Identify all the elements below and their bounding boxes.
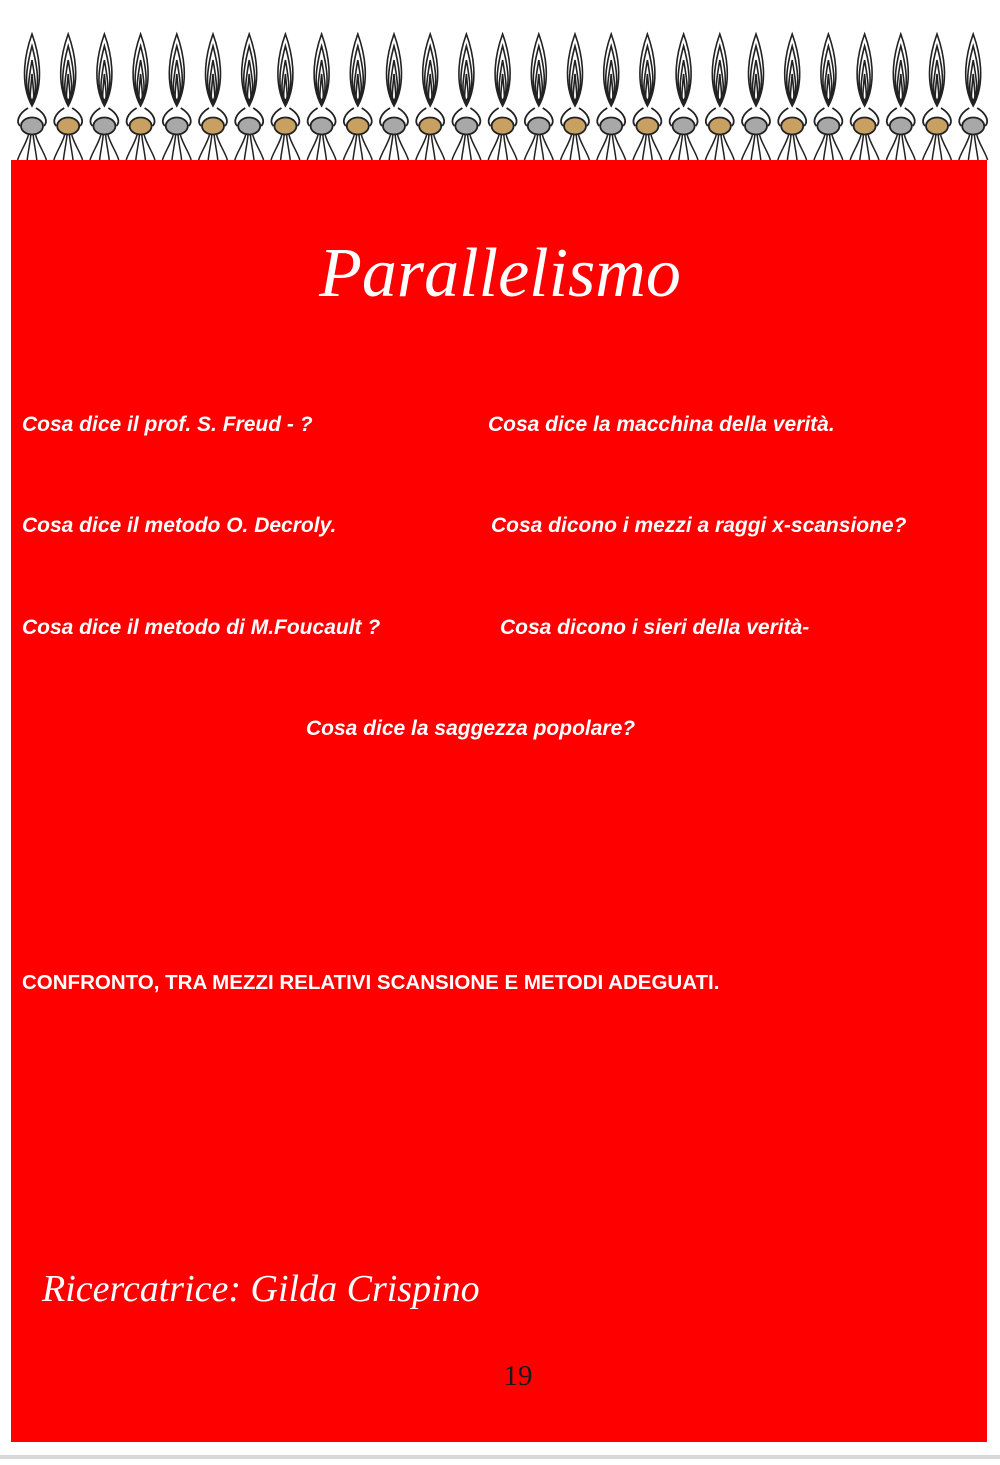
frieze-flame-motif (54, 34, 83, 160)
page-title: Parallelismo (319, 235, 681, 312)
question-lie-detector: Cosa dice la macchina della verità. (488, 413, 835, 436)
frieze-flame-motif (416, 34, 445, 160)
author-credit: Ricercatrice: Gilda Crispino (42, 1268, 480, 1310)
frieze-flame-motif (597, 34, 626, 160)
question-truth-serum: Cosa dicono i sieri della verità- (500, 616, 810, 639)
frieze-flame-motif (742, 34, 771, 160)
frieze-flame-motif (524, 34, 553, 160)
frieze-flame-motif (18, 34, 47, 160)
question-freud: Cosa dice il prof. S. Freud - ? (22, 413, 313, 436)
frieze-flame-motif (235, 34, 264, 160)
frieze-flame-motif (126, 34, 155, 160)
frieze-flame-motif (199, 34, 228, 160)
frieze-flame-motif (380, 34, 409, 160)
frieze-flame-motif (705, 34, 734, 160)
frieze-flame-motif (959, 34, 988, 160)
question-xray-scan: Cosa dicono i mezzi a raggi x-scansione? (491, 514, 907, 537)
red-content-panel (11, 160, 987, 1442)
bottom-divider (0, 1455, 1000, 1459)
frieze-flame-motif (633, 34, 662, 160)
frieze-flame-motif (162, 34, 191, 160)
frieze-flame-motif (923, 34, 952, 160)
question-foucault: Cosa dice il metodo di M.Foucault ? (22, 616, 381, 639)
comparison-heading: CONFRONTO, TRA MEZZI RELATIVI SCANSIONE E METODI ADEGUATI. (22, 971, 720, 994)
frieze-flame-motif (307, 34, 336, 160)
frieze-flame-motif (669, 34, 698, 160)
frieze-flame-motif (886, 34, 915, 160)
frieze-flame-motif (343, 34, 372, 160)
frieze-flame-motif (778, 34, 807, 160)
question-decroly: Cosa dice il metodo O. Decroly. (22, 514, 337, 537)
question-popular-wisdom: Cosa dice la saggezza popolare? (306, 717, 636, 740)
page-number: 19 (503, 1360, 533, 1392)
frieze-flame-motif (488, 34, 517, 160)
frieze-flame-motif (850, 34, 879, 160)
frieze-flame-motif (561, 34, 590, 160)
frieze-flame-motif (90, 34, 119, 160)
decorative-border-frieze (12, 28, 990, 163)
frieze-flame-motif (814, 34, 843, 160)
frieze-flame-motif (271, 34, 300, 160)
frieze-flame-motif (452, 34, 481, 160)
